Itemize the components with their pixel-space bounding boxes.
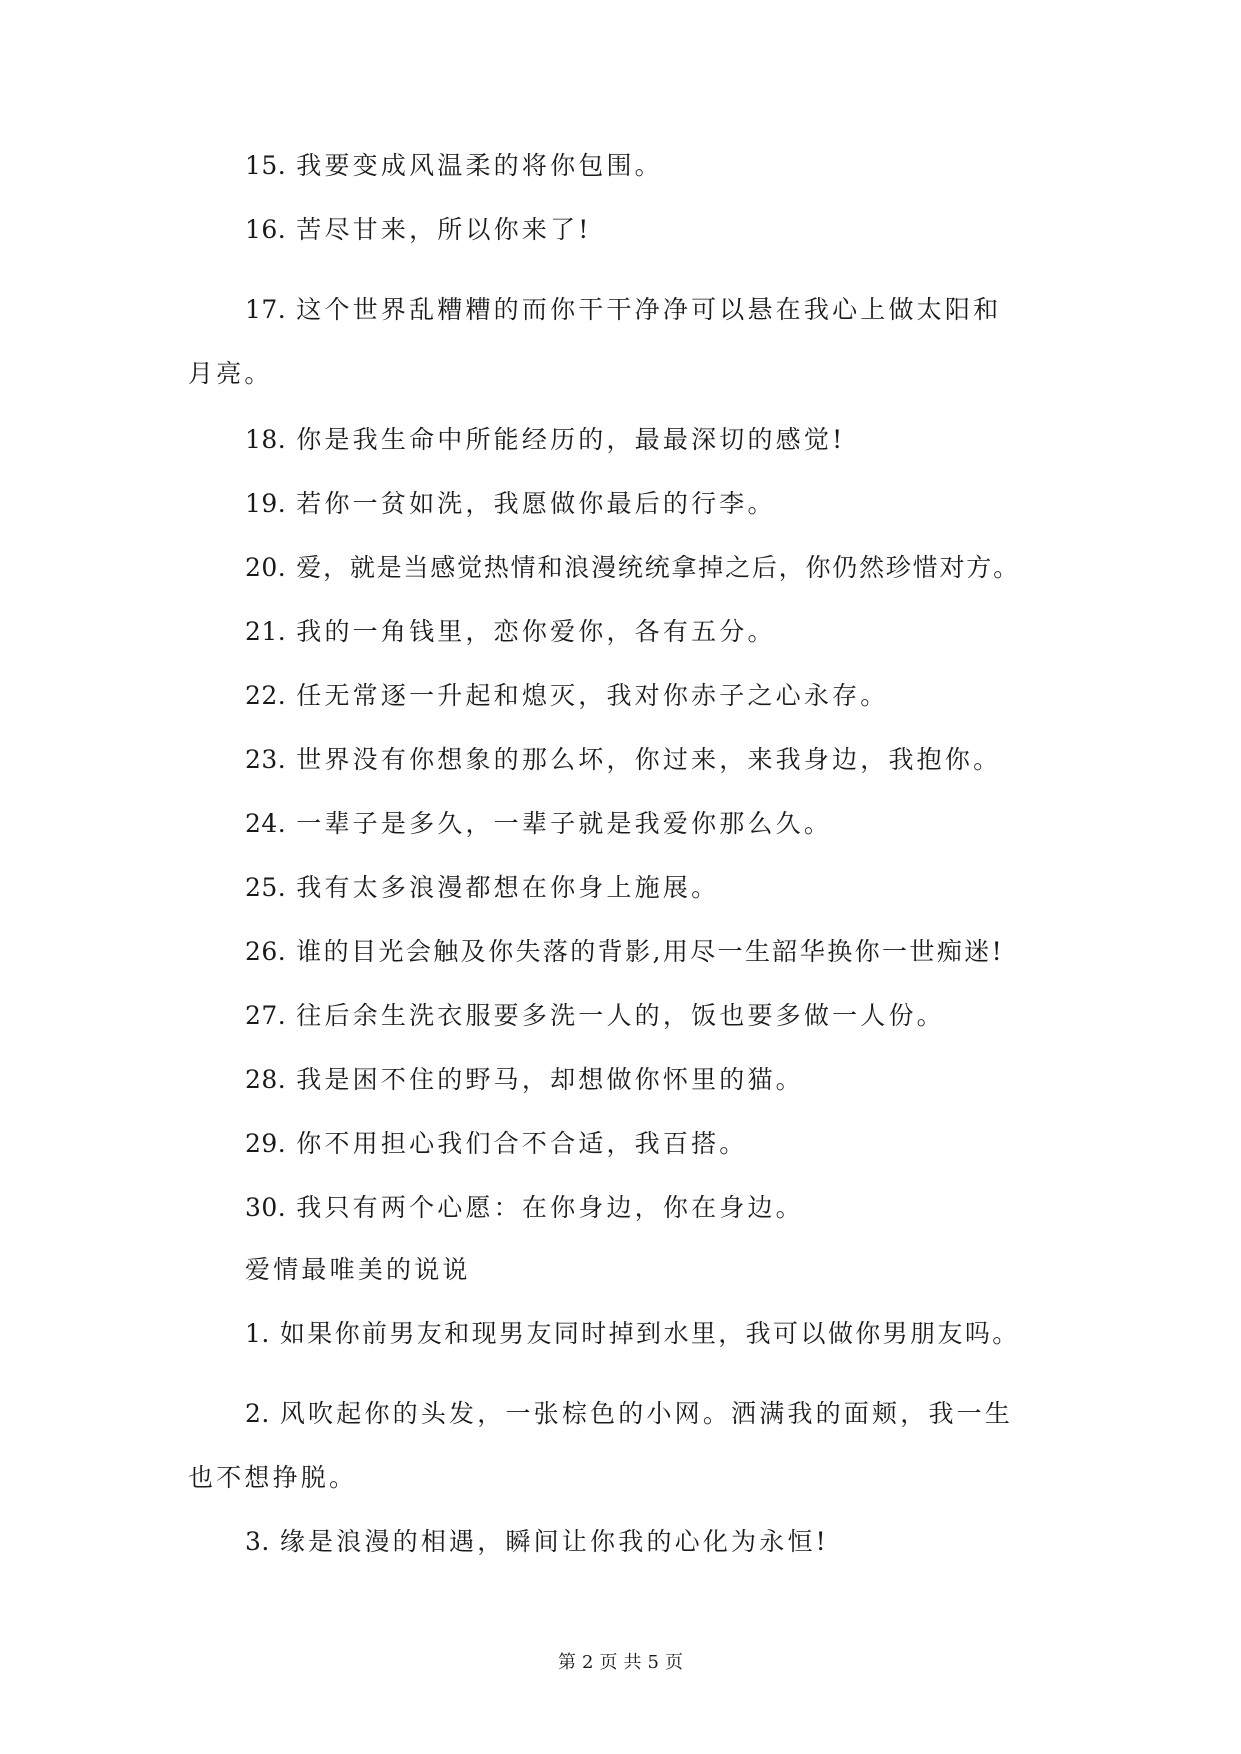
item-number: 16. — [245, 215, 287, 244]
footer-prefix: 第 — [558, 1652, 577, 1673]
footer-total-pages: 5 — [647, 1652, 659, 1673]
item-text: 若你一贫如洗，我愿做你最后的行李。 — [296, 489, 776, 518]
item-number: 3. — [245, 1527, 270, 1556]
item-text: 谁的目光会触及你失落的背影,用尽一生韶华换你一世痴迷! — [296, 937, 1005, 966]
list-item — [245, 214, 592, 246]
item-text: 任无常逐一升起和熄灭，我对你赤子之心永存。 — [296, 681, 889, 710]
item-text: 世界没有你想象的那么坏，你过来，来我身边，我抱你。 — [296, 745, 1002, 774]
item-number: 29. — [245, 1129, 287, 1158]
item-number: 20. — [245, 553, 287, 582]
list-item — [245, 1526, 829, 1558]
footer-page-word: 页 — [599, 1652, 618, 1673]
item-number: 28. — [245, 1065, 287, 1094]
footer-total-word: 共 — [623, 1652, 642, 1673]
list-item — [245, 744, 1001, 776]
list-item — [245, 872, 719, 904]
item-text: 如果你前男友和现男友同时掉到水里，我可以做你男朋友吗。 — [279, 1319, 1020, 1348]
item-number: 27. — [245, 1001, 287, 1030]
list-item — [245, 680, 888, 712]
footer-current-page: 2 — [582, 1652, 594, 1673]
item-number: 1. — [245, 1319, 270, 1348]
list-item — [245, 1064, 804, 1096]
item-number: 25. — [245, 873, 287, 902]
list-item — [245, 552, 1020, 584]
item-text: 也不想挣脱。 — [188, 1463, 358, 1492]
footer-suffix: 页 — [664, 1652, 683, 1673]
list-item — [245, 1128, 747, 1160]
list-item — [245, 936, 1004, 968]
list-item — [245, 294, 1001, 326]
item-number: 26. — [245, 937, 287, 966]
section-heading — [245, 1254, 471, 1286]
list-item — [245, 1000, 945, 1032]
item-number: 19. — [245, 489, 287, 518]
list-item — [245, 808, 832, 840]
list-item — [245, 616, 776, 648]
list-item-continuation — [188, 1462, 357, 1494]
item-number: 24. — [245, 809, 287, 838]
item-text: 月亮。 — [188, 359, 273, 388]
item-text: 一辈子是多久，一辈子就是我爱你那么久。 — [296, 809, 833, 838]
item-number: 30. — [245, 1193, 287, 1222]
item-text: 你是我生命中所能经历的，最最深切的感觉! — [296, 425, 846, 454]
item-text: 我要变成风温柔的将你包围。 — [296, 151, 663, 180]
list-item — [245, 424, 845, 456]
item-text: 我的一角钱里，恋你爱你，各有五分。 — [296, 617, 776, 646]
item-number: 17. — [245, 295, 287, 324]
item-text: 缘是浪漫的相遇，瞬间让你我的心化为永恒! — [279, 1527, 829, 1556]
list-item — [245, 1398, 1013, 1430]
page-footer — [0, 1651, 1241, 1675]
list-item — [245, 150, 663, 182]
section-heading-text: 爱情最唯美的说说 — [245, 1255, 471, 1284]
item-number: 21. — [245, 617, 287, 646]
item-number: 15. — [245, 151, 287, 180]
list-item-continuation — [188, 358, 273, 390]
list-item — [245, 488, 776, 520]
item-text: 你不用担心我们合不合适，我百搭。 — [296, 1129, 748, 1158]
item-text: 风吹起你的头发，一张棕色的小网。洒满我的面颊，我一生 — [279, 1399, 1014, 1428]
item-text: 我只有两个心愿：在你身边，你在身边。 — [296, 1193, 804, 1222]
item-number: 22. — [245, 681, 287, 710]
item-text: 我是困不住的野马，却想做你怀里的猫。 — [296, 1065, 804, 1094]
item-number: 23. — [245, 745, 287, 774]
item-text: 这个世界乱糟糟的而你干干净净可以悬在我心上做太阳和 — [296, 295, 1002, 324]
list-item — [245, 1192, 804, 1224]
item-text: 苦尽甘来，所以你来了! — [296, 215, 592, 244]
list-item — [245, 1318, 1020, 1350]
item-number: 18. — [245, 425, 287, 454]
item-text: 往后余生洗衣服要多洗一人的，饭也要多做一人份。 — [296, 1001, 945, 1030]
item-number: 2. — [245, 1399, 270, 1428]
item-text: 我有太多浪漫都想在你身上施展。 — [296, 873, 720, 902]
item-text: 爱，就是当感觉热情和浪漫统统拿掉之后，你仍然珍惜对方。 — [296, 553, 1020, 582]
